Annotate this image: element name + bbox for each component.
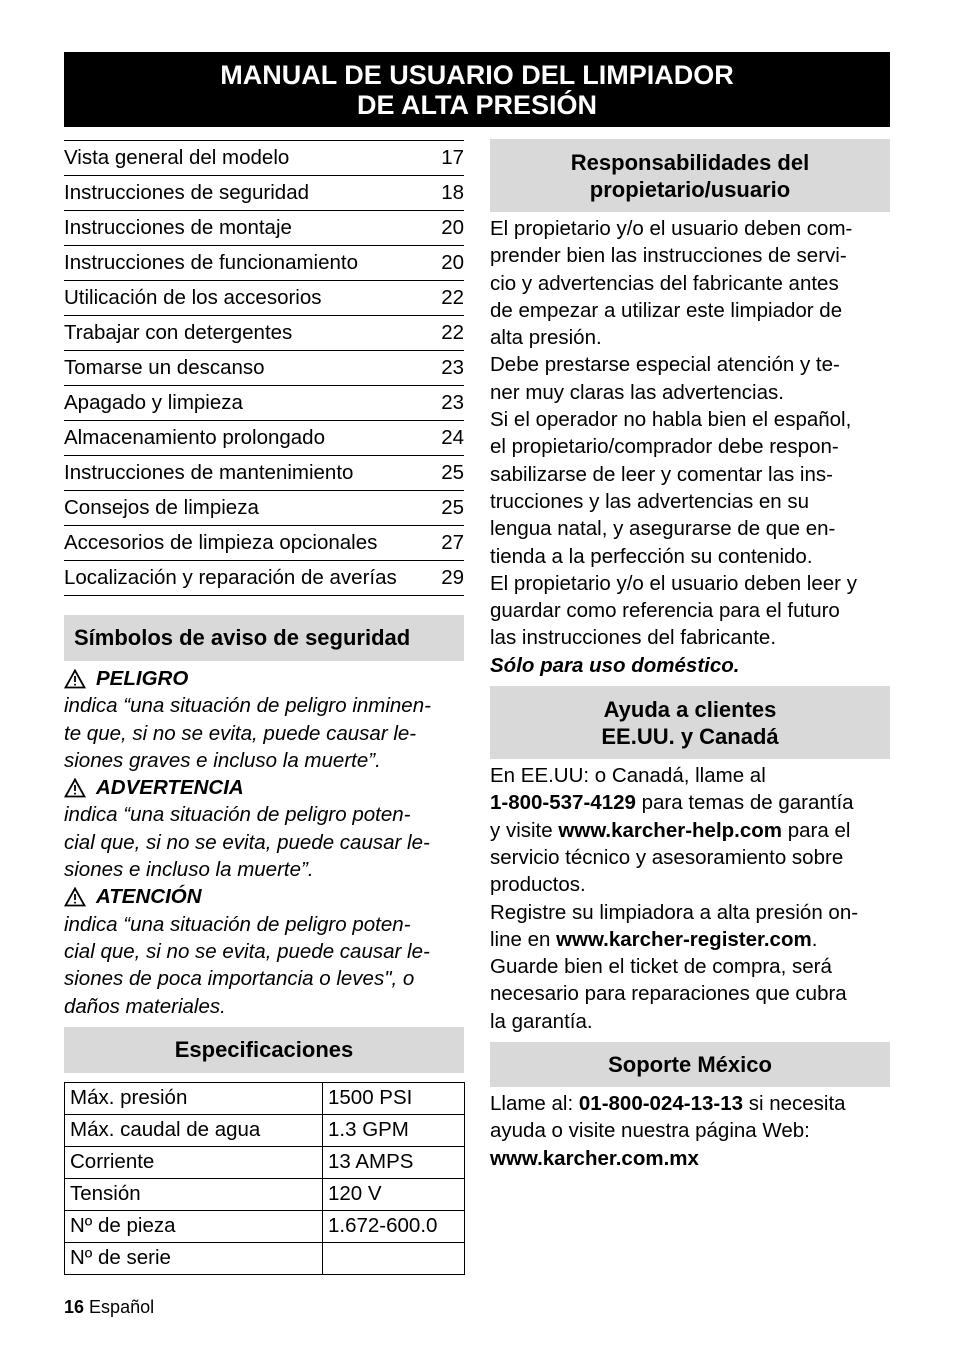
- advertencia-line: siones e incluso la muerte”.: [64, 858, 314, 882]
- warning-triangle-icon: [64, 887, 86, 907]
- text-line: Debe prestarse especial atención y te-: [490, 353, 840, 377]
- responsibilities-text: [490, 215, 890, 679]
- toc-row[interactable]: [64, 140, 464, 175]
- toc-row[interactable]: [64, 245, 464, 280]
- customer-help-heading: [490, 686, 890, 759]
- toc-page: 29: [441, 566, 464, 589]
- safety-symbols-section: [64, 665, 464, 1020]
- text-line: guardar como referencia para el futuro: [490, 599, 840, 623]
- mexico-url-link[interactable]: www.karcher.com.mx: [490, 1146, 699, 1170]
- toc-label: Consejos de limpieza: [64, 496, 259, 519]
- text-line: trucciones y las advertencias en su: [490, 489, 810, 513]
- text-line: [490, 789, 890, 816]
- toc-page: 18: [441, 181, 464, 204]
- text-line: prender bien las instrucciones de servi-: [490, 244, 847, 268]
- text-line: [490, 1090, 890, 1117]
- title-line-1: MANUAL DE USUARIO DEL LIMPIADOR: [220, 59, 734, 90]
- specs-table: [64, 1082, 465, 1275]
- toc-label: Instrucciones de funcionamiento: [64, 251, 359, 274]
- atencion-line: cial que, si no se evita, puede causar le-: [64, 939, 430, 963]
- toc-row[interactable]: [64, 315, 464, 350]
- toc-row[interactable]: [64, 350, 464, 385]
- atencion-title: [64, 883, 464, 910]
- text-line: Si el operador no habla bien el español,: [490, 408, 852, 432]
- toc-row[interactable]: [64, 560, 464, 596]
- text-line: cio y advertencias del fabricante antes: [490, 271, 839, 295]
- spec-label: Nº de serie: [65, 1242, 323, 1274]
- text-line: productos.: [490, 873, 586, 897]
- text-line: las instrucciones del fabricante.: [490, 626, 777, 650]
- toc-label: Vista general del modelo: [64, 146, 290, 169]
- responsibilities-heading: [490, 139, 890, 212]
- text-span: para temas de garantía: [635, 791, 854, 815]
- text-line: ner muy claras las advertencias.: [490, 380, 784, 404]
- peligro-line: te que, si no se evita, puede causar le-: [64, 721, 417, 745]
- advertencia-line: cial que, si no se evita, puede causar le-: [64, 830, 430, 854]
- toc-page: 27: [441, 531, 464, 554]
- title-line-2: DE ALTA PRESIÓN: [356, 89, 597, 120]
- table-row: [65, 1178, 465, 1210]
- text-line: Registre su limpiadora a alta presión on-: [490, 900, 859, 924]
- toc-row[interactable]: [64, 280, 464, 315]
- text-line: necesario para reparaciones que cubra: [490, 982, 847, 1006]
- text-span: para el: [782, 818, 851, 842]
- spec-label: Nº de pieza: [65, 1210, 323, 1242]
- peligro-line: indica “una situación de peligro inminen-: [64, 694, 431, 718]
- mexico-support-text: [490, 1090, 890, 1172]
- toc-page: 24: [441, 426, 464, 449]
- specs-heading: Especificaciones: [64, 1027, 464, 1073]
- toc-label: Instrucciones de seguridad: [64, 181, 310, 204]
- text-line: sabilizarse de leer y comentar las ins-: [490, 462, 833, 486]
- atencion-line: siones de poca importancia o leves", o: [64, 967, 415, 991]
- support-phone-link[interactable]: 1-800-537-4129: [490, 791, 636, 815]
- footer-language: Español: [89, 1297, 155, 1317]
- left-column: [64, 139, 464, 1275]
- responsibilities-heading-line: Responsabilidades del: [570, 149, 810, 175]
- safety-symbols-heading: Símbolos de aviso de seguridad: [64, 615, 464, 661]
- title-banner: [64, 52, 890, 127]
- table-row: [65, 1146, 465, 1178]
- mexico-phone-link[interactable]: 01-800-024-13-13: [578, 1092, 744, 1116]
- customer-help-heading-line: EE.UU. y Canadá: [601, 723, 779, 749]
- text-line: El propietario y/o el usuario deben com-: [490, 217, 853, 240]
- toc-label: Localización y reparación de averías: [64, 566, 397, 589]
- text-line: En EE.UU: o Canadá, llame al: [490, 764, 766, 788]
- spec-value: 1.3 GPM: [323, 1114, 465, 1146]
- toc-row[interactable]: [64, 175, 464, 210]
- text-span: y visite: [490, 818, 559, 842]
- register-url-link[interactable]: www.karcher-register.com: [556, 927, 812, 951]
- toc-label: Tomarse un descanso: [64, 356, 265, 379]
- page-footer: [64, 1297, 154, 1318]
- text-line: el propietario/comprador debe respon-: [490, 435, 839, 459]
- toc-label: Instrucciones de mantenimiento: [64, 461, 354, 484]
- spec-value: 1.672-600.0: [323, 1210, 465, 1242]
- spec-value: [323, 1242, 465, 1274]
- toc-page: 25: [441, 461, 464, 484]
- table-row: [65, 1082, 465, 1114]
- toc-row[interactable]: [64, 490, 464, 525]
- customer-help-text: [490, 762, 890, 1035]
- text-span: si necesita: [743, 1092, 846, 1116]
- text-line: El propietario y/o el usuario deben leer y: [490, 571, 857, 595]
- page-number: 16: [64, 1297, 85, 1317]
- spec-value: 1500 PSI: [323, 1082, 465, 1114]
- toc-label: Utilicación de los accesorios: [64, 286, 322, 309]
- text-line: lengua natal, y asegurarse de que en-: [490, 517, 836, 541]
- toc-row[interactable]: [64, 210, 464, 245]
- responsibilities-heading-line: propietario/usuario: [589, 176, 791, 202]
- toc-page: 20: [441, 216, 464, 239]
- advertencia-label: ADVERTENCIA: [96, 776, 244, 800]
- toc-page: 25: [441, 496, 464, 519]
- help-url-link[interactable]: www.karcher-help.com: [558, 818, 783, 842]
- toc-label: Instrucciones de montaje: [64, 216, 292, 239]
- text-span: line en: [490, 927, 557, 951]
- toc-row[interactable]: [64, 455, 464, 490]
- text-line: de empezar a utilizar este limpiador de: [490, 298, 843, 322]
- table-row: [65, 1242, 465, 1274]
- text-line: servicio técnico y asesoramiento sobre: [490, 845, 844, 869]
- toc-page: 23: [441, 356, 464, 379]
- spec-label: Corriente: [65, 1146, 323, 1178]
- advertencia-line: indica “una situación de peligro poten-: [64, 803, 411, 827]
- peligro-line: siones graves e incluso la muerte”.: [64, 748, 381, 772]
- toc-label: Apagado y limpieza: [64, 391, 243, 414]
- spec-value: 13 AMPS: [323, 1146, 465, 1178]
- text-line: alta presión.: [490, 326, 602, 350]
- mexico-support-heading: Soporte México: [490, 1042, 890, 1087]
- toc-label: Trabajar con detergentes: [64, 321, 293, 344]
- toc-label: Almacenamiento prolongado: [64, 426, 325, 449]
- atencion-label: ATENCIÓN: [96, 885, 202, 909]
- right-column: [490, 139, 890, 1172]
- domestic-use-note: Sólo para uso doméstico.: [490, 653, 740, 677]
- spec-label: Máx. caudal de agua: [65, 1114, 323, 1146]
- warning-triangle-icon: [64, 778, 86, 798]
- text-line: Guarde bien el ticket de compra, será: [490, 955, 832, 979]
- toc-page: 23: [441, 391, 464, 414]
- text-line: [490, 817, 890, 844]
- toc-page: 20: [441, 251, 464, 274]
- toc-label: Accesorios de limpieza opcionales: [64, 531, 378, 554]
- toc-page: 22: [441, 321, 464, 344]
- spec-value: 120 V: [323, 1178, 465, 1210]
- text-line: ayuda o visite nuestra página Web:: [490, 1119, 810, 1143]
- spec-label: Tensión: [65, 1178, 323, 1210]
- table-of-contents: [64, 140, 464, 596]
- spec-label: Máx. presión: [65, 1082, 323, 1114]
- text-span: Llame al:: [490, 1092, 579, 1116]
- customer-help-heading-line: Ayuda a clientes: [603, 696, 777, 722]
- text-span: .: [811, 927, 818, 951]
- advertencia-title: [64, 774, 464, 801]
- toc-row[interactable]: [64, 525, 464, 560]
- toc-page: 17: [441, 146, 464, 169]
- text-line: la garantía.: [490, 1009, 593, 1033]
- text-line: [490, 926, 890, 953]
- table-row: [65, 1210, 465, 1242]
- toc-page: 22: [441, 286, 464, 309]
- peligro-title: [64, 665, 464, 692]
- toc-row[interactable]: [64, 385, 464, 420]
- warning-triangle-icon: [64, 669, 86, 689]
- table-row: [65, 1114, 465, 1146]
- toc-row[interactable]: [64, 420, 464, 455]
- atencion-line: daños materiales.: [64, 994, 226, 1018]
- atencion-line: indica “una situación de peligro poten-: [64, 912, 411, 936]
- peligro-label: PELIGRO: [96, 667, 189, 690]
- text-line: tienda a la perfección su contenido.: [490, 544, 813, 568]
